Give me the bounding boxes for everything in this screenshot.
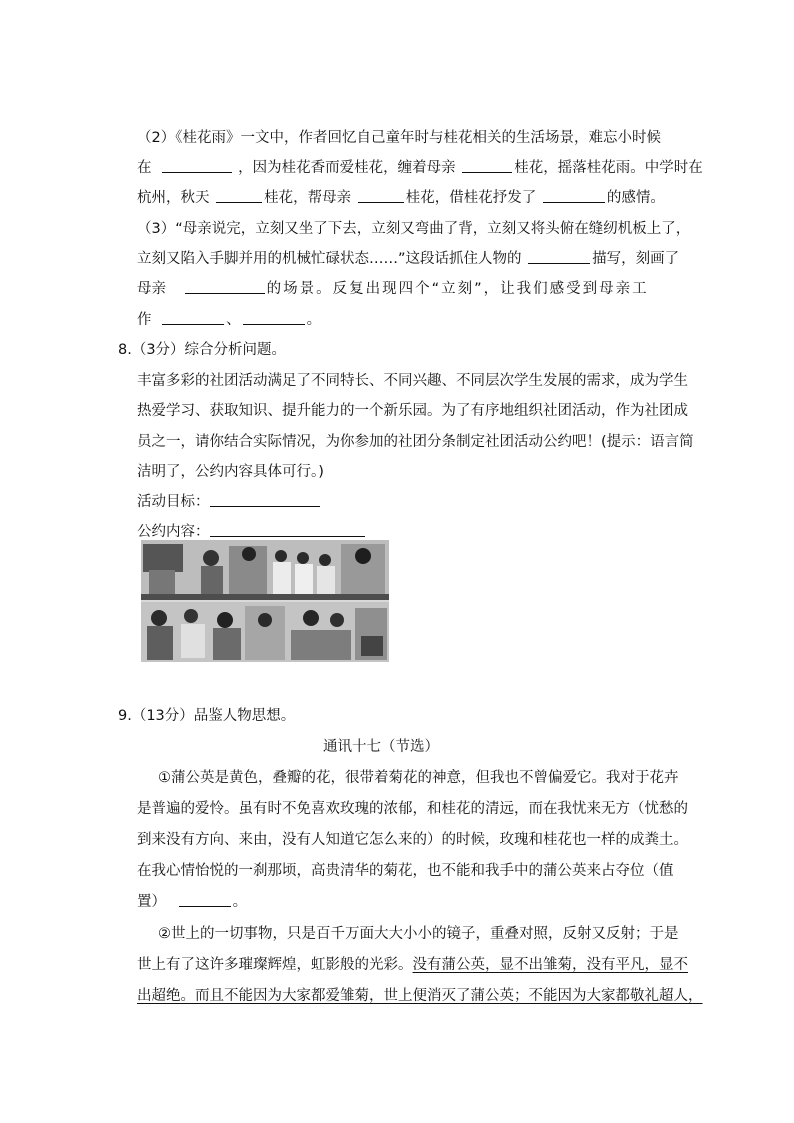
answer-blank[interactable] [528, 249, 590, 264]
passage-p1-line: 到来没有方向、来由，没有人知道它怎么来的）的时候，玫瑰和桂花也一样的成粪土。 [137, 832, 688, 848]
club-activity-photo [141, 540, 389, 662]
q8-paragraph-line: 丰富多彩的社团活动满足了不同特长、不同兴趣、不同层次学生发展的需求，成为学生 [137, 373, 688, 389]
passage-p2-line [137, 955, 688, 975]
passage-p2-line: ②世上的一切事物，只是百千万面大大小小的镜子，重叠对照，反射又反射；于是 [158, 926, 679, 942]
answer-blank[interactable] [179, 892, 231, 907]
text-segment: 的场景。反复出现四个“立刻”，让我们感受到母亲工 [266, 281, 649, 297]
answer-blank[interactable] [162, 158, 232, 173]
q8-content-line [137, 522, 365, 542]
answer-blank[interactable] [162, 310, 224, 325]
goal-answer-blank[interactable] [210, 492, 320, 507]
q7-part2-line3 [137, 188, 665, 208]
q7-part2-line2 [137, 158, 703, 178]
text-segment: 描写，刻画了 [592, 251, 680, 267]
text-segment: 桂花，摇落桂花雨。中学时在 [514, 160, 703, 176]
text-segment: 母亲 [137, 281, 166, 297]
answer-blank[interactable] [243, 310, 305, 325]
text-segment: 桂花，帮母亲 [264, 190, 352, 206]
answer-blank[interactable] [543, 188, 605, 203]
content-label: 公约内容： [137, 524, 210, 540]
content-answer-blank[interactable] [210, 522, 365, 537]
text-segment: 置） [137, 894, 166, 910]
q9-heading: 9.（13分）品鉴人物思想。 [118, 708, 296, 724]
text-segment: 作 [137, 312, 152, 328]
text-segment: 。 [306, 312, 322, 328]
passage-p1-line: 是普遍的爱怜。虽有时不免喜欢玫瑰的浓郁，和桂花的清远，而在我忧来无方（忧愁的 [137, 801, 688, 817]
text-segment: 立刻又陷入手脚并用的机械忙碌状态……”这段话抓住人物的 [137, 251, 522, 267]
q8-paragraph-line: 员之一，请你结合实际情况，为你参加的社团分条制定社团活动公约吧！(提示：语言简 [137, 434, 694, 450]
answer-blank[interactable] [462, 158, 512, 173]
text-segment: 在 [137, 160, 152, 176]
passage-p1-line [137, 892, 247, 912]
q7-part3-line2 [137, 249, 679, 269]
q8-goal-line [137, 492, 320, 512]
passage-title: 通讯十七（节选） [323, 739, 439, 755]
underlined-sentence: 没有蒲公英，显不出雏菊，没有平凡，显不 [412, 957, 688, 973]
passage-p1-line: 在我心情怡悦的一刹那顷，高贵清华的菊花，也不能和我手中的蒲公英来占夺位（值 [137, 863, 674, 879]
q8-paragraph-line: 热爱学习、获取知识、提升能力的一个新乐园。为了有序地组织社团活动，作为社团成 [137, 403, 688, 419]
passage-p1-line: ①蒲公英是黄色，叠瓣的花，很带着菊花的神意，但我也不曾偏爱它。我对于花卉 [158, 770, 679, 786]
text-segment: ，因为桂花香而爱桂花，缠着母亲 [238, 160, 456, 176]
underlined-sentence: 出超绝。而且不能因为大家都爱雏菊，世上便消灭了蒲公英；不能因为大家都敬礼超人， [137, 988, 703, 1004]
q7-part3-line1: （3）“母亲说完，立刻又坐了下去，立刻又弯曲了背，立刻又将头俯在缝纫机板上了， [137, 221, 691, 237]
text-segment: 。 [232, 894, 248, 910]
q7-part3-line3 [137, 279, 649, 299]
q7-part2-line1: （2）《桂花雨》一文中，作者回忆自己童年时与桂花相关的生活场景，难忘小时候 [137, 130, 661, 146]
q8-paragraph-line: 洁明了，公约内容具体可行。) [137, 464, 324, 480]
text-segment: 杭州，秋天 [137, 190, 210, 206]
answer-blank[interactable] [358, 188, 404, 203]
text-segment: 的感情。 [606, 190, 665, 206]
answer-blank[interactable] [185, 279, 265, 294]
text-segment: 世上有了这许多璀璨辉煌，虹影般的光彩。 [137, 957, 413, 973]
text-segment: 桂花，借桂花抒发了 [405, 190, 537, 206]
text-segment: 、 [226, 312, 241, 328]
q7-part3-line4 [137, 310, 321, 330]
answer-blank[interactable] [216, 188, 262, 203]
q8-heading: 8.（3分）综合分析问题。 [118, 342, 287, 358]
goal-label: 活动目标： [137, 494, 210, 510]
